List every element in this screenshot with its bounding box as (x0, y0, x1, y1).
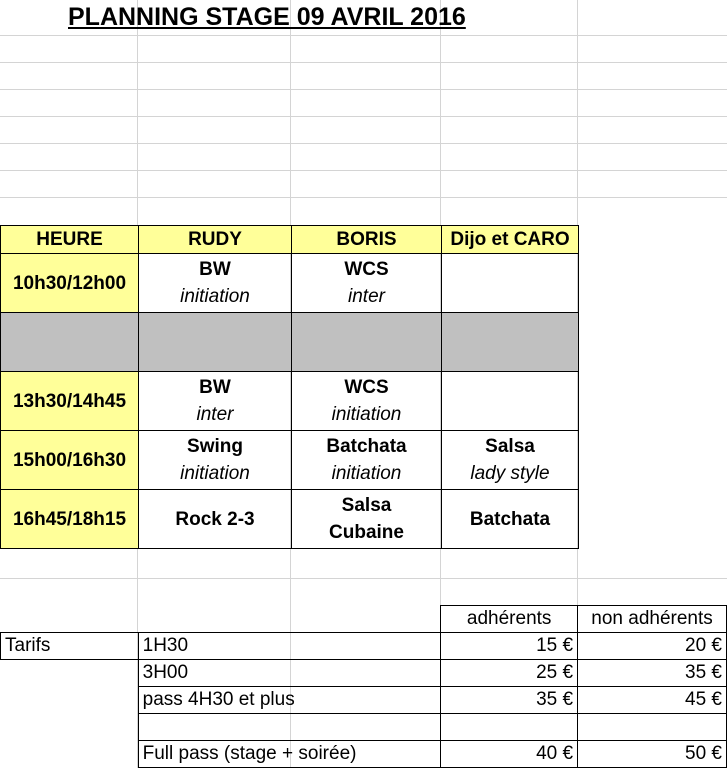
grid-row-line (0, 578, 727, 579)
class-cell (292, 372, 442, 431)
header-rudy: RUDY (139, 226, 292, 254)
class-cell (442, 490, 579, 549)
break-cell (139, 313, 292, 372)
dance-level: inter (196, 404, 234, 425)
schedule-row (1, 372, 579, 431)
dance-name-line2: Cubaine (329, 522, 404, 543)
class-cell (139, 431, 292, 490)
schedule-header-row (1, 226, 579, 254)
price-adherents: 35 € (441, 687, 578, 714)
dance-level: lady style (470, 463, 550, 484)
class-cell (292, 490, 442, 549)
dance-name: Batchata (469, 508, 551, 530)
header-heure: HEURE (1, 226, 139, 254)
tarif-name: 1H30 (138, 633, 441, 660)
class-cell (139, 490, 292, 549)
col-adherents: adhérents (441, 606, 578, 633)
class-cell (139, 372, 292, 431)
dance-name: WCS (344, 259, 389, 280)
dance-name: BW (199, 259, 231, 280)
col-non-adherents: non adhérents (578, 606, 727, 633)
grid-row-line (0, 116, 727, 117)
price-adherents: 40 € (441, 741, 578, 768)
grid-row-line (0, 35, 727, 36)
break-cell (1, 313, 139, 372)
class-cell (292, 431, 442, 490)
class-cell (442, 254, 579, 313)
dance-name: WCS (344, 377, 389, 398)
price-non-adherents: 20 € (578, 633, 727, 660)
dance-level: initiation (180, 286, 250, 307)
tarif-name: 3H00 (138, 660, 441, 687)
header-boris: BORIS (292, 226, 442, 254)
class-cell (139, 254, 292, 313)
price-adherents: 15 € (441, 633, 578, 660)
grid-row-line (0, 62, 727, 63)
grid-row-line (0, 89, 727, 90)
break-cell (442, 313, 579, 372)
grid-row-line (0, 170, 727, 171)
tarif-row (1, 633, 727, 660)
time-cell: 15h00/16h30 (1, 431, 139, 490)
tarif-row (1, 660, 727, 687)
price-non-adherents: 35 € (578, 660, 727, 687)
dance-level: initiation (331, 463, 402, 484)
tarif-spacer-row (1, 714, 727, 741)
time-cell: 10h30/12h00 (1, 254, 139, 313)
dance-level: initiation (331, 404, 402, 425)
dance-name: BW (199, 377, 231, 398)
break-row (1, 313, 579, 372)
class-cell (442, 372, 579, 431)
schedule-row (1, 431, 579, 490)
tarif-row (1, 687, 727, 714)
dance-name: Rock 2-3 (175, 508, 255, 530)
header-dijo-caro: Dijo et CARO (442, 226, 579, 254)
dance-level: inter (348, 286, 385, 307)
time-cell: 13h30/14h45 (1, 372, 139, 431)
schedule-row (1, 254, 579, 313)
dance-name: Batchata (326, 436, 407, 457)
tarif-row (1, 741, 727, 768)
dance-name: Salsa (485, 436, 535, 457)
tarifs-header-row (1, 606, 727, 633)
break-cell (292, 313, 442, 372)
price-non-adherents: 50 € (578, 741, 727, 768)
dance-name: Salsa (341, 495, 392, 516)
grid-row-line (0, 197, 727, 198)
price-adherents: 25 € (441, 660, 578, 687)
class-cell (292, 254, 442, 313)
grid-row-line (0, 143, 727, 144)
tarif-name: pass 4H30 et plus (138, 687, 441, 714)
page-title: PLANNING STAGE 09 AVRIL 2016 (68, 3, 466, 31)
class-cell (442, 431, 579, 490)
time-cell: 16h45/18h15 (1, 490, 139, 549)
schedule-table (0, 225, 579, 549)
price-non-adherents: 45 € (578, 687, 727, 714)
dance-name: Swing (187, 436, 243, 457)
tarifs-table (0, 605, 727, 768)
schedule-row (1, 490, 579, 549)
dance-level: initiation (180, 463, 250, 484)
tarifs-label: Tarifs (1, 633, 139, 660)
tarif-name: Full pass (stage + soirée) (138, 741, 441, 768)
